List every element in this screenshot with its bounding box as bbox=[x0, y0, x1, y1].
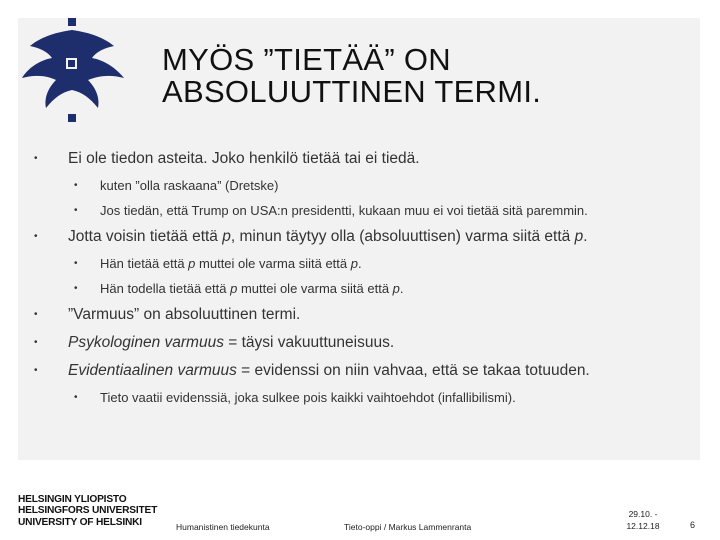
title-line-2: ABSOLUUTTINEN TERMI. bbox=[162, 74, 542, 109]
bullet-text-segment: p bbox=[230, 281, 238, 296]
bullet-text-segment: = täysi vakuuttuneisuus. bbox=[223, 334, 395, 351]
bullet-text-segment: . bbox=[583, 228, 588, 245]
bullet-icon: • bbox=[74, 180, 78, 191]
bullet-text-segment: Hän tietää että bbox=[100, 256, 189, 271]
university-flame-logo bbox=[18, 16, 130, 126]
sub-bullet-item bbox=[30, 390, 700, 406]
bullet-icon: • bbox=[34, 365, 38, 376]
bullet-text-segment: . bbox=[357, 256, 362, 271]
footer-date-line-2: 12.12.18 bbox=[626, 521, 660, 531]
bullet-icon: • bbox=[74, 258, 78, 269]
university-name-fi: HELSINGIN YLIOPISTO bbox=[18, 494, 127, 505]
bullet-text-segment: Psykologinen varmuus bbox=[68, 334, 224, 351]
bullet-text-segment: Hän todella tietää että bbox=[100, 281, 231, 296]
bullet-item bbox=[30, 150, 700, 168]
bullet-text-segment: , minun täytyy olla (absoluuttisen) varma siitä että bbox=[230, 228, 575, 245]
page-number: 6 bbox=[690, 520, 696, 530]
bullet-item bbox=[30, 306, 700, 324]
footer-date bbox=[618, 508, 668, 532]
bullet-icon: • bbox=[34, 153, 38, 164]
bullet-text-segment: p bbox=[350, 256, 358, 271]
bullet-text-segment: muttei ole varma siitä että bbox=[195, 256, 351, 271]
university-wordmark bbox=[18, 494, 168, 528]
bullet-icon: • bbox=[34, 337, 38, 348]
bullet-icon: • bbox=[74, 283, 78, 294]
bullet-item bbox=[30, 362, 700, 380]
sub-bullet-item bbox=[30, 256, 700, 272]
bullet-list bbox=[30, 150, 700, 415]
bullet-text-segment: Jotta voisin tietää että bbox=[68, 228, 223, 245]
bullet-text-segment: p bbox=[222, 228, 231, 245]
bullet-text-segment: p bbox=[392, 281, 400, 296]
sub-bullet-item bbox=[30, 281, 700, 297]
bullet-item bbox=[30, 334, 700, 352]
footer-faculty: Humanistinen tiedekunta bbox=[176, 522, 270, 532]
sub-bullet-item bbox=[30, 178, 700, 194]
bullet-icon: • bbox=[34, 309, 38, 320]
bullet-text-segment: = evidenssi on niin vahvaa, että se takaa totuuden. bbox=[236, 362, 590, 379]
bullet-text-segment: p bbox=[188, 256, 196, 271]
bullet-text-segment: . bbox=[399, 281, 404, 296]
bullet-text-segment: Jos tiedän, että Trump on USA:n presidentti, kukaan muu ei voi tietää sitä paremmin. bbox=[100, 203, 588, 218]
bullet-text-segment: Evidentiaalinen varmuus bbox=[68, 362, 237, 379]
footer-date-line-1: 29.10. - bbox=[628, 509, 658, 519]
bullet-text-segment: muttei ole varma siitä että bbox=[237, 281, 393, 296]
bullet-icon: • bbox=[74, 392, 78, 403]
footer-course: Tieto-oppi / Markus Lammenranta bbox=[344, 522, 472, 532]
bullet-item bbox=[30, 228, 700, 246]
title-line-1: MYÖS ”TIETÄÄ” ON bbox=[162, 42, 451, 77]
university-name-sv: HELSINGFORS UNIVERSITET bbox=[18, 505, 158, 517]
bullet-icon: • bbox=[74, 205, 78, 216]
bullet-icon: • bbox=[34, 231, 38, 242]
university-name-en: UNIVERSITY OF HELSINKI bbox=[18, 516, 142, 528]
slide-title bbox=[162, 44, 682, 108]
bullet-text-segment: kuten ”olla raskaana” (Dretske) bbox=[100, 178, 279, 193]
bullet-text-segment: p bbox=[574, 228, 584, 245]
bullet-text-segment: ”Varmuus” on absoluuttinen termi. bbox=[68, 306, 301, 323]
sub-bullet-item bbox=[30, 203, 700, 219]
bullet-text-segment: Ei ole tiedon asteita. Joko henkilö tietää tai ei tiedä. bbox=[68, 150, 420, 167]
bullet-text-segment: Tieto vaatii evidenssiä, joka sulkee pois kaikki vaihtoehdot (infallibilismi). bbox=[100, 390, 516, 405]
